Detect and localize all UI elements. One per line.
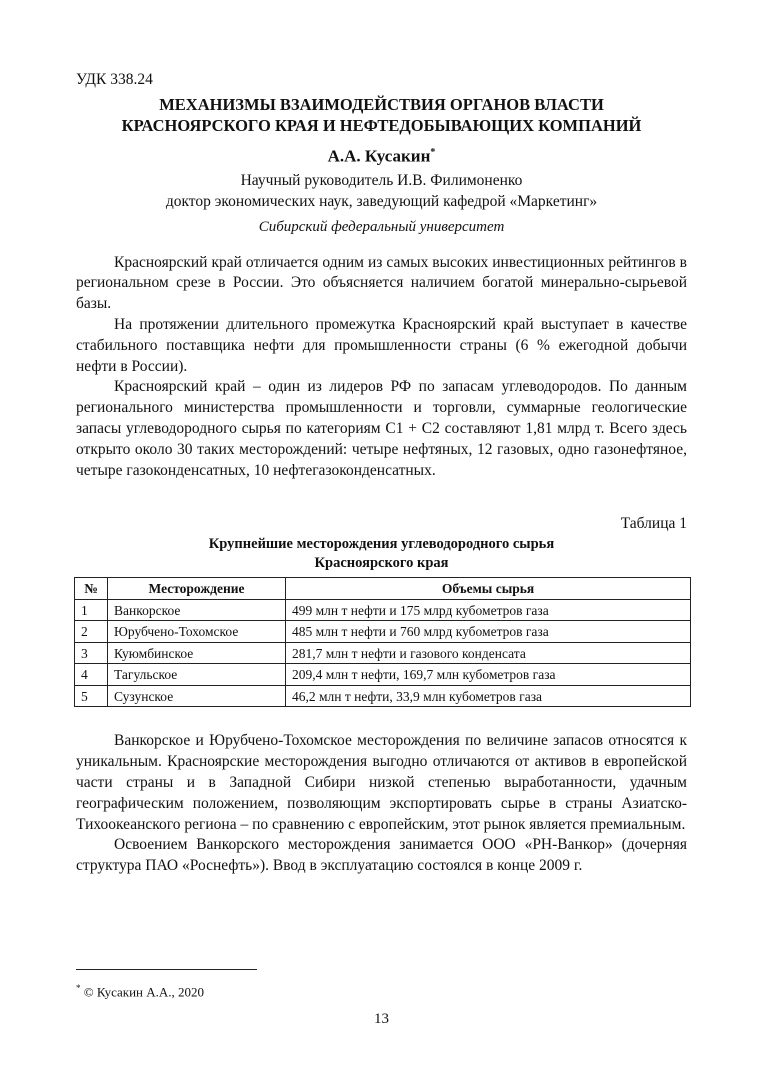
row-number: 4 — [75, 664, 108, 686]
deposits-table — [74, 577, 691, 707]
footnote-divider — [76, 969, 257, 970]
row-volume: 209,4 млн т нефти, 169,7 млн кубометров газа — [286, 664, 691, 686]
row-number: 3 — [75, 642, 108, 664]
author-name: А.А. Кусакин — [327, 146, 431, 166]
article-title — [76, 94, 687, 136]
supervisor-title: доктор экономических наук, заведующий кафедрой «Маркетинг» — [165, 192, 598, 210]
header-number: № — [75, 578, 108, 600]
paragraph: Красноярский край – один из лидеров РФ по запасам углеводородов. По данным регионального министерства промышленности и торговли, суммарные геологические запасы углеводородного сырья по категориям С1 + С2 составляют 1,81 млрд т. Всего здесь открыто около 30 таких месторождений: четыре нефтяных, 12 газовых, одно газонефтяное, четыре газоконденсатных, 10 нефтегазоконденсатных. — [76, 378, 687, 479]
row-deposit: Юрубчено-Тохомское — [108, 621, 286, 643]
row-number: 5 — [75, 685, 108, 707]
table-label: Таблица 1 — [620, 515, 687, 533]
row-volume: 499 млн т нефти и 175 млрд кубометров газа — [286, 599, 691, 621]
supervisor-name: Научный руководитель И.В. Филимоненко — [240, 171, 523, 189]
footnote-mark: * — [76, 983, 81, 993]
row-volume: 46,2 млн т нефти, 33,9 млн кубометров газа — [286, 685, 691, 707]
conclusion-text — [76, 731, 687, 877]
footnote — [76, 979, 204, 1001]
row-number: 2 — [75, 621, 108, 643]
title-line-1: МЕХАНИЗМЫ ВЗАИМОДЕЙСТВИЯ ОРГАНОВ ВЛАСТИ — [159, 95, 604, 114]
table-caption-line-2: Красноярского края — [314, 555, 449, 572]
author-line — [76, 141, 687, 169]
row-deposit: Куюмбинское — [108, 642, 286, 664]
row-deposit: Ванкорское — [108, 599, 286, 621]
paragraph: Красноярский край отличается одним из самых высоких инвестиционных рейтингов в региональном срезе в России. Это объясняется наличием богатой минерально-сырьевой базы. — [76, 253, 687, 313]
row-volume: 485 млн т нефти и 760 млрд кубометров газа — [286, 621, 691, 643]
title-line-2: КРАСНОЯРСКОГО КРАЯ И НЕФТЕДОБЫВАЮЩИХ КОМПАНИЙ — [121, 116, 642, 135]
table-caption — [76, 535, 687, 573]
article-page — [76, 70, 687, 877]
header-deposit: Месторождение — [108, 578, 286, 600]
table-row — [75, 685, 691, 707]
supervisor-block — [76, 170, 687, 212]
table-row — [75, 642, 691, 664]
paragraph: Освоением Ванкорского месторождения занимается ООО «РН-Ванкор» (дочерняя структура ПАО «Роснефть»). Ввод в эксплуатацию состоялся в конце 2009 г. — [76, 836, 687, 875]
author-footnote-mark: * — [430, 147, 436, 158]
row-deposit: Тагульское — [108, 664, 286, 686]
row-volume: 281,7 млн т нефти и газового конденсата — [286, 642, 691, 664]
header-volume: Объемы сырья — [286, 578, 691, 600]
table-row — [75, 599, 691, 621]
table-caption-line-1: Крупнейшие месторождения углеводородного сырья — [208, 536, 555, 553]
table-header-row — [75, 578, 691, 600]
intro-text — [76, 253, 687, 482]
table-row — [75, 621, 691, 643]
paragraph: Ванкорское и Юрубчено-Тохомское месторождения по величине запасов относятся к уникальным. Красноярские месторождения выгодно отличаются от активов в европейской части страны и в Западной Сибири низкой степенью выработанности, удачным географическим положением, позволяющим экспортировать сырье в страны Азиатско-Тихоокеанского региона – по сравнению с европейским, этот рынок является премиальным. — [76, 732, 687, 833]
udk-code: УДК 338.24 — [76, 71, 153, 88]
row-number: 1 — [75, 599, 108, 621]
row-deposit: Сузунское — [108, 685, 286, 707]
university: Сибирский федеральный университет — [258, 218, 505, 235]
footnote-text: © Кусакин А.А., 2020 — [83, 984, 205, 1000]
paragraph: На протяжении длительного промежутка Красноярский край выступает в качестве стабильного поставщика нефти для промышленности страны (6 % ежегодной добычи нефти в России). — [76, 316, 687, 375]
page-number: 13 — [374, 1011, 389, 1027]
table-row — [75, 664, 691, 686]
